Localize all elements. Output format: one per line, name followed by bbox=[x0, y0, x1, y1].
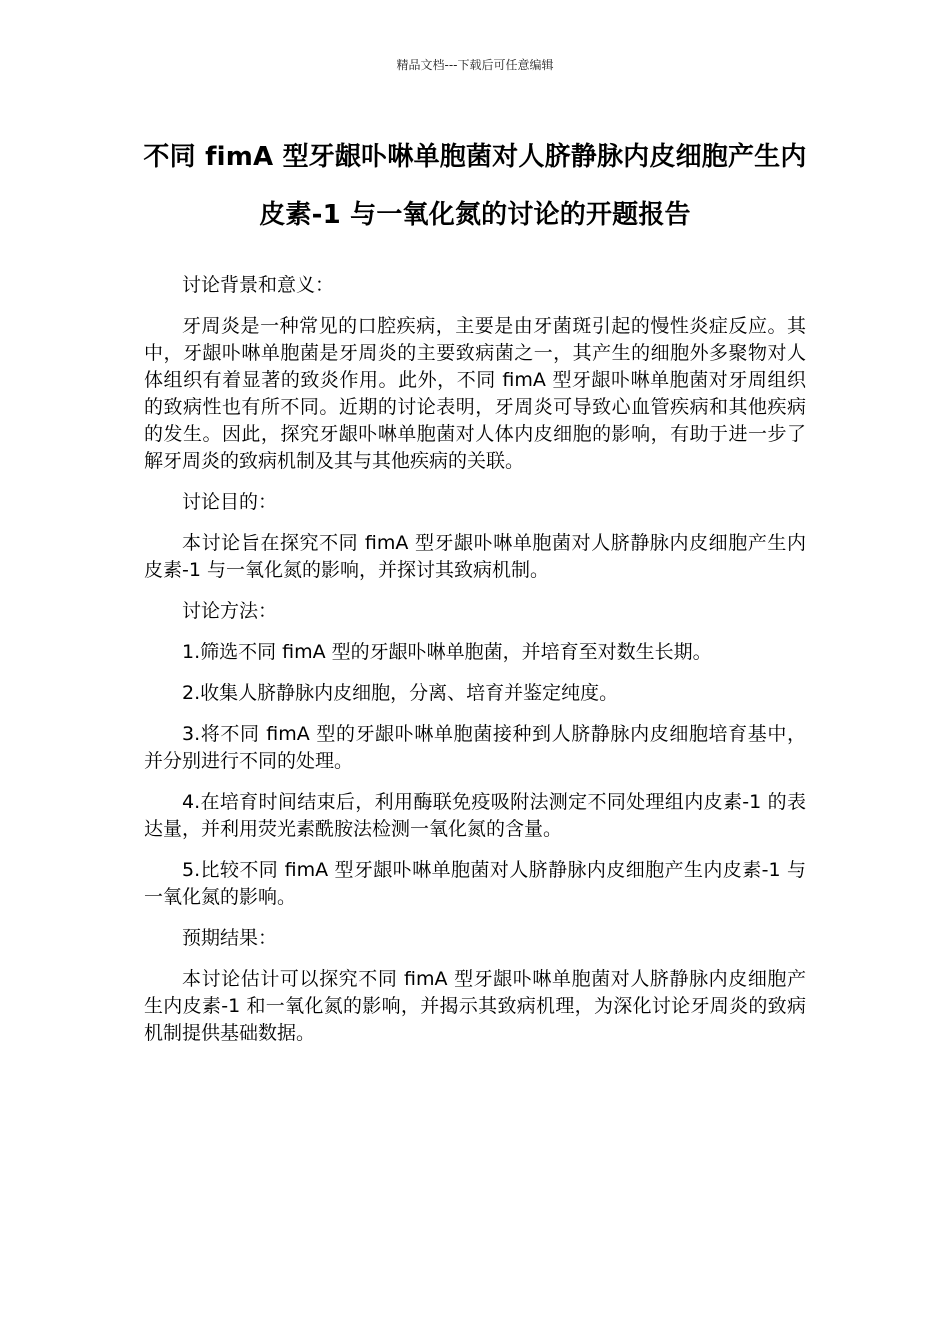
purpose-heading: 讨论目的： bbox=[182, 491, 278, 513]
results-paragraph: 本讨论估计可以探究不同 fimA 型牙龈卟啉单胞菌对人脐静脉内皮细胞产生内皮素-1 和一氧化氮的影响，并揭示其致病机理，为深化讨论牙周炎的致病机制提供基础数据。 bbox=[144, 968, 806, 1044]
header-note: 精品文档---下载后可任意编辑 bbox=[396, 58, 554, 72]
method-step: 4.在培育时间结束后，利用酶联免疫吸附法测定不同处理组内皮素-1 的表达量，并利用荧光素酰胺法检测一氧化氮的含量。 bbox=[144, 791, 806, 840]
method-heading: 讨论方法： bbox=[182, 600, 278, 622]
method-step: 1.筛选不同 fimA 型的牙龈卟啉单胞菌，并培育至对数生长期。 bbox=[182, 641, 712, 663]
results-heading: 预期结果： bbox=[182, 927, 278, 949]
background-heading: 讨论背景和意义： bbox=[182, 274, 335, 296]
background-paragraph: 牙周炎是一种常见的口腔疾病，主要是由牙菌斑引起的慢性炎症反应。其中，牙龈卟啉单胞菌是牙周炎的主要致病菌之一，其产生的细胞外多聚物对人体组织有着显著的致炎作用。此外，不同 fimA 型牙龈卟啉单胞菌对牙周组织的致病性也有所不同。近期的讨论表明，牙周炎可导致心血管疾病和其他疾病的发生。因此，探究牙龈卟啉单胞菌对人体内皮细胞的影响，有助于进一步了解牙周炎的致病机制及其与其他疾病的关联。 bbox=[144, 315, 806, 472]
method-step: 3.将不同 fimA 型的牙龈卟啉单胞菌接种到人脐静脉内皮细胞培育基中，并分别进行不同的处理。 bbox=[144, 723, 806, 772]
method-step: 2.收集人脐静脉内皮细胞，分离、培育并鉴定纯度。 bbox=[182, 682, 619, 704]
purpose-paragraph: 本讨论旨在探究不同 fimA 型牙龈卟啉单胞菌对人脐静脉内皮细胞产生内皮素-1 与一氧化氮的影响，并探讨其致病机制。 bbox=[144, 532, 806, 581]
method-step: 5.比较不同 fimA 型牙龈卟啉单胞菌对人脐静脉内皮细胞产生内皮素-1 与一氧化氮的影响。 bbox=[144, 859, 806, 908]
document-title: 不同 fimA 型牙龈卟啉单胞菌对人脐静脉内皮细胞产生内皮素-1 与一氧化氮的讨论的开题报告 bbox=[143, 142, 807, 230]
document-body bbox=[144, 272, 806, 1061]
